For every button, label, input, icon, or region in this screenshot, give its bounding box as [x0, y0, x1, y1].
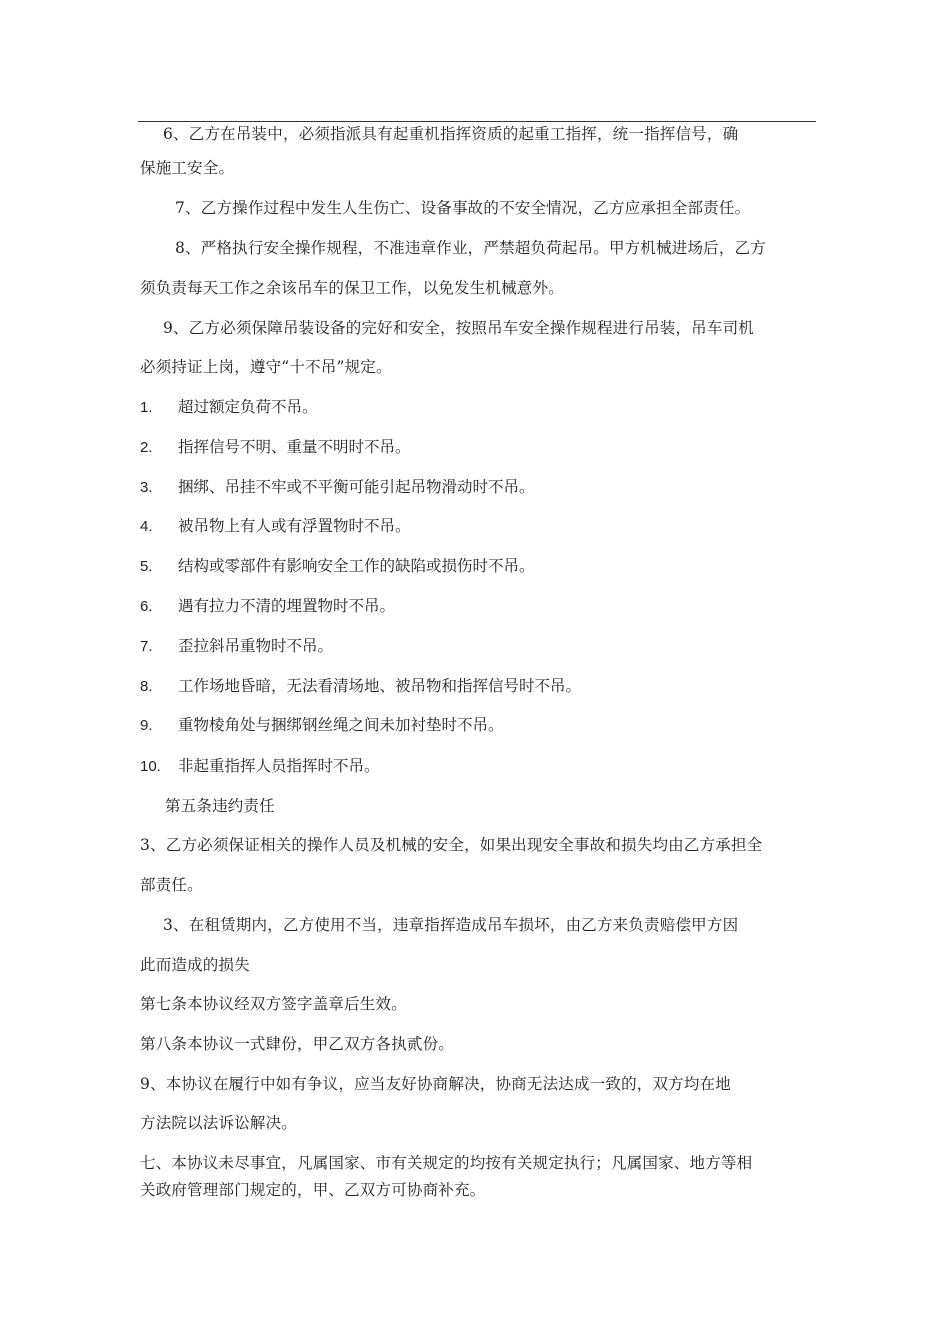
list-item: [140, 477, 535, 498]
list-item-number: 9.: [140, 717, 153, 734]
clause-7: 7、乙方操作过程中发生人生伤亡、设备事故的不安全情况，乙方应承担全部责任。: [175, 199, 751, 217]
list-item-number: 3.: [140, 479, 153, 496]
dispute-clause-line-1: 9、本协议在履行中如有争议，应当友好协商解决，协商无法达成一致的，双方均在地: [140, 1075, 731, 1093]
article-5-clause-3a-line-2: 部责任。: [140, 876, 203, 894]
clause-9-line-2: 必须持证上岗，遵守“十不吊”规定。: [140, 358, 392, 376]
list-item-number: 4.: [140, 518, 153, 535]
article-7: 第七条本协议经双方签字盖章后生效。: [140, 995, 407, 1013]
list-item-number: 1.: [140, 399, 153, 416]
article-5-title: 第五条违约责任: [165, 797, 275, 815]
list-item-text: 指挥信号不明、重量不明时不吊。: [178, 438, 411, 456]
clause-8-line-2: 须负责每天工作之余该吊车的保卫工作，以免发生机械意外。: [140, 279, 564, 297]
list-item-text: 重物棱角处与捆绑钢丝绳之间未加衬垫时不吊。: [178, 716, 504, 734]
list-item: [140, 556, 535, 577]
article-5-clause-3b-line-2: 此而造成的损失: [140, 956, 250, 974]
list-item: [140, 756, 380, 777]
supplement-clause-line-1: 七、本协议未尽事宜，凡属国家、市有关规定的均按有关规定执行；凡属国家、地方等相: [140, 1154, 753, 1172]
dispute-clause-line-2: 方法院以法诉讼解决。: [140, 1114, 298, 1132]
list-item-number: 5.: [140, 558, 153, 575]
list-item-number: 10.: [140, 758, 161, 775]
list-item-text: 超过额定负荷不吊。: [178, 398, 318, 416]
list-item-number: 2.: [140, 439, 153, 456]
list-item: [140, 437, 411, 458]
article-5-clause-3a-line-1: 3、乙方必须保证相关的操作人员及机械的安全，如果出现安全事故和损失均由乙方承担全: [140, 836, 763, 854]
list-item-number: 8.: [140, 678, 153, 695]
header-rule: [138, 121, 816, 122]
list-item-text: 捆绑、吊挂不牢或不平衡可能引起吊物滑动时不吊。: [178, 478, 535, 496]
article-5-clause-3b-line-1: 3、在租赁期内，乙方使用不当，违章指挥造成吊车损坏，由乙方来负责赔偿甲方因: [163, 916, 739, 934]
list-item-number: 7.: [140, 638, 153, 655]
list-item-text: 非起重指挥人员指挥时不吊。: [178, 757, 380, 775]
list-item: [140, 596, 395, 617]
list-item-text: 歪拉斜吊重物时不吊。: [178, 637, 334, 655]
list-item-text: 结构或零部件有影响安全工作的缺陷或损伤时不吊。: [178, 557, 535, 575]
article-8: 第八条本协议一式肆份，甲乙双方各执贰份。: [140, 1035, 455, 1053]
list-item-text: 遇有拉力不清的埋置物时不吊。: [178, 597, 396, 615]
list-item: [140, 715, 504, 736]
list-item: [140, 516, 411, 537]
clause-6-line-1: 6、乙方在吊装中，必须指派具有起重机指挥资质的起重工指挥，统一指挥信号，确: [163, 125, 739, 143]
list-item-text: 工作场地昏暗，无法看清场地、被吊物和指挥信号时不吊。: [178, 677, 582, 695]
supplement-clause-line-2: 关政府管理部门规定的，甲、乙双方可协商补充。: [140, 1181, 486, 1199]
clause-6-line-2: 保施工安全。: [140, 159, 235, 177]
list-item: [140, 397, 318, 418]
clause-8-line-1: 8、严格执行安全操作规程，不准违章作业，严禁超负荷起吊。甲方机械进场后，乙方: [175, 239, 766, 257]
list-item-number: 6.: [140, 598, 153, 615]
list-item: [140, 636, 333, 657]
clause-9-line-1: 9、乙方必须保障吊装设备的完好和安全，按照吊车安全操作规程进行吊装，吊车司机: [163, 319, 754, 337]
list-item-text: 被吊物上有人或有浮置物时不吊。: [178, 517, 411, 535]
list-item: [140, 676, 581, 697]
